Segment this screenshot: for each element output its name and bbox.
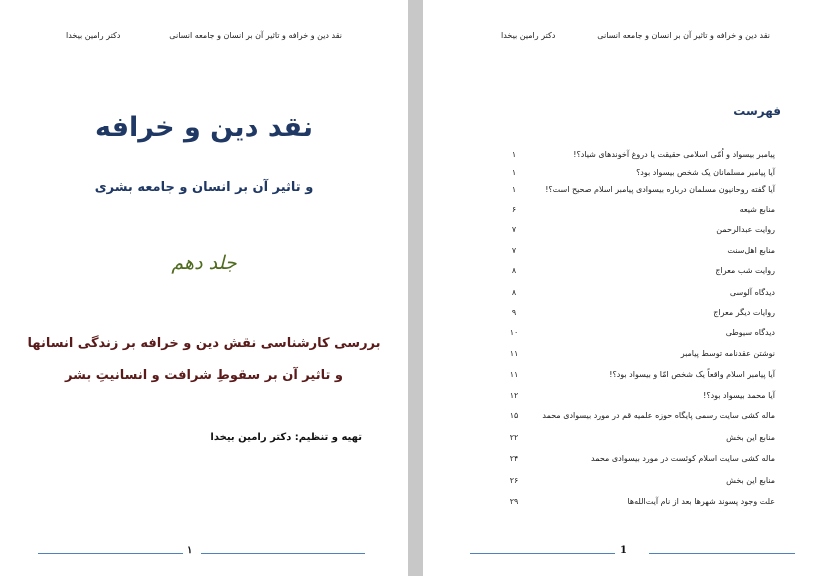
toc-heading: فهرست: [733, 104, 781, 118]
toc-entry[interactable]: [423, 308, 833, 328]
footer-rule-left: [470, 553, 615, 554]
toc-entry[interactable]: [423, 497, 833, 517]
toc-entry[interactable]: [423, 476, 833, 496]
toc-entry-page: ۲۹: [509, 497, 519, 506]
footer-rule-right: [201, 553, 365, 554]
toc-entry[interactable]: [423, 150, 833, 170]
header-book-title: نقد دین و خرافه و تاثیر آن بر انسان و جامعه انسانی: [169, 31, 342, 40]
header-author: دکتر رامین بیخدا: [66, 31, 121, 40]
header-book-title: نقد دین و خرافه و تاثیر آن بر انسان و جامعه انسانی: [597, 31, 770, 40]
toc-entry-page: ۱۲: [509, 391, 519, 400]
toc-entry-title: ماله کشی سایت اسلام کوئست در مورد بیسوادی محمد: [591, 454, 775, 463]
toc-entry-page: ۶: [511, 205, 517, 214]
document-page-left: [0, 0, 408, 576]
toc-entry-page: ١: [511, 185, 517, 194]
volume-label: جلد دهم: [171, 252, 237, 274]
toc-entry-title: روایت عبدالرحمن: [716, 225, 775, 234]
main-title: نقد دین و خرافه: [94, 112, 313, 143]
toc-entry-page: ۸: [511, 288, 517, 297]
toc-entry[interactable]: [423, 205, 833, 225]
toc-entry-title: ماله کشی سایت رسمی پایگاه حوزه علمیه قم در مورد بیسوادی محمد: [542, 411, 775, 420]
footer-rule-left: [38, 553, 183, 554]
toc-entry[interactable]: [423, 225, 833, 245]
toc-entry-page: ۲۲: [509, 433, 519, 442]
toc-entry-title: پیامبر بیسواد و اُمّی اسلامی حقیقت یا دروغ آخوندهای شیاد؟!: [573, 150, 775, 159]
toc-entry-title: نوشتن عقدنامه توسط پیامبر: [680, 349, 775, 358]
toc-entry-title: منابع این بخش: [726, 476, 775, 485]
toc-entry-title: منابع این بخش: [726, 433, 775, 442]
toc-entry[interactable]: [423, 391, 833, 411]
toc-entry-title: آیا محمد بیسواد بود؟!: [703, 391, 775, 400]
toc-entry-title: آیا گفته روحانیون مسلمان درباره بیسوادی پیامبر اسلام صحیح است؟!: [545, 185, 775, 194]
toc-entry-page: ۷: [511, 225, 517, 234]
toc-entry-page: ۲۶: [509, 476, 519, 485]
toc-entry-title: علت وجود پسوند شهرها بعد از نام آیت‌الله‌ها: [627, 497, 775, 506]
description-line-2: و تاثیر آن بر سقوطِ شرافت و انسانیتِ بشر: [65, 368, 343, 383]
toc-entry-title: آیا پیامبر مسلمانان یک شخص بیسواد بود؟: [636, 168, 775, 177]
page-gap: [408, 0, 423, 576]
toc-entry[interactable]: [423, 246, 833, 266]
toc-entry[interactable]: [423, 433, 833, 453]
toc-entry-title: روایت شب معراج: [715, 266, 775, 275]
toc-entry[interactable]: [423, 266, 833, 286]
toc-entry[interactable]: [423, 288, 833, 308]
footer-rule-right: [649, 553, 795, 554]
toc-entry[interactable]: [423, 454, 833, 474]
toc-entry-page: ۱۱: [509, 349, 519, 358]
toc-entry-page: ۹: [511, 308, 517, 317]
description-line-1: بررسی کارشناسی نقش دین و خرافه بر زندگی انسانها: [27, 336, 381, 351]
toc-entry-page: ١: [511, 168, 517, 177]
toc-entry[interactable]: [423, 328, 833, 348]
toc-entry[interactable]: [423, 349, 833, 369]
toc-entry-page: ۱۱: [509, 370, 519, 379]
page-number: ١: [187, 545, 193, 556]
toc-entry-title: آیا پیامبر اسلام واقعاً یک شخص امّا و بیسواد بود؟!: [609, 370, 775, 379]
toc-entry-page: ۱۵: [509, 411, 519, 420]
toc-entry-title: دیدگاه آلوسی: [729, 288, 775, 297]
toc-entry-title: دیدگاه سیوطی: [725, 328, 775, 337]
prepared-by: تهیه و تنظیم: دکتر رامین بیخدا: [210, 432, 362, 443]
header-author: دکتر رامین بیخدا: [501, 31, 556, 40]
toc-entry-page: ١: [511, 150, 517, 159]
toc-entry[interactable]: [423, 411, 833, 431]
document-page-right: [423, 0, 833, 576]
toc-entry-title: منابع شیعه: [739, 205, 775, 214]
toc-entry-title: روایات دیگر معراج: [713, 308, 775, 317]
toc-entry-page: ۷: [511, 246, 517, 255]
toc-entry-title: منابع اهل‌سنت: [727, 246, 775, 255]
toc-entry-page: ۱۰: [509, 328, 519, 337]
toc-entry[interactable]: [423, 370, 833, 390]
toc-entry[interactable]: [423, 185, 833, 205]
toc-entry-page: ۸: [511, 266, 517, 275]
toc-entry-page: ۲۴: [509, 454, 519, 463]
subtitle: و تاثیر آن بر انسان و جامعه بشری: [94, 180, 314, 195]
page-number: 1: [620, 545, 627, 556]
